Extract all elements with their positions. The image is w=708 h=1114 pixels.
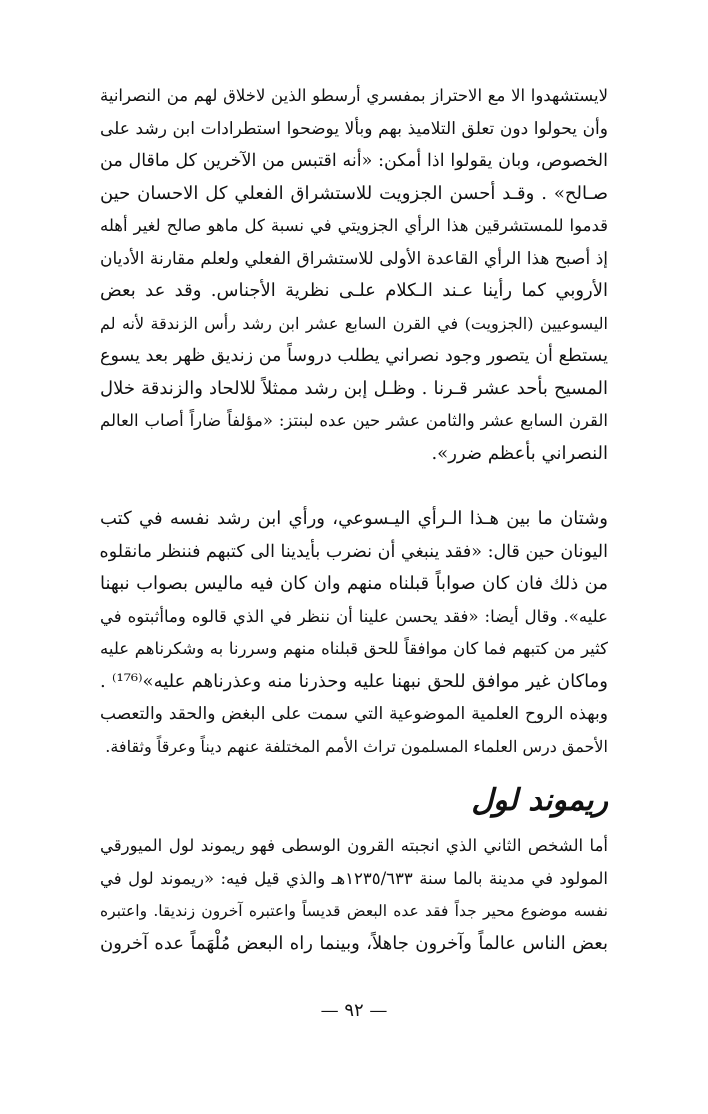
- text-line: صـالح» . وقـد أحسن الجزويت للاستشراق الفعلي كل الاحسان حين: [100, 182, 608, 204]
- text-line: وماكان غير موافق للحق نبهنا عليه وحذرنا منه وعذرناهم عليه»⁽¹⁷⁶⁾ .: [100, 670, 608, 692]
- text-line: يستطع أن يتصور وجود نصراني يطلب دروساً من زنديق ظهر بعد يسوع: [100, 346, 608, 366]
- text-line: اليونان حين قال: «فقد ينبغي أن نضرب بأيدينا الى كتبهم فننظر مانقلوه: [100, 541, 608, 562]
- text-line: قدموا للمستشرقين هذا الرأي الجزويتي في نسبة كل ماهو صالح لغير أهله: [100, 216, 608, 235]
- section-heading: ريموند لول: [471, 783, 608, 818]
- text-line: كثير من كتبهم فما كان موافقاً للحق قبلناه منهم وسررنا به وشكرناهم عليه: [100, 639, 608, 658]
- text-line: وشتان ما بين هـذا الـرأي اليـسوعي، ورأي ابن رشد نفسه في كتب: [100, 508, 608, 529]
- text-line: من ذلك فان كان صواباً قبلناه منهم وان كان فيه ماليس بصواب نبهنا: [100, 573, 608, 594]
- text-line: عليه». وقال أيضا: «فقد يحسن علينا أن ننظر في الذي قالوه وماأثبتوه في: [100, 606, 608, 626]
- text-line: الأروبي كما رأينا عـند الـكلام علـى نظرية الأجناس. وقد عد بعض: [100, 280, 608, 301]
- text-line: وبهذه الروح العلمية الموضوعية التي سمت على البغض والحقد والتعصب: [100, 704, 608, 724]
- text-line: الأحمق درس العلماء المسلمون تراث الأمم المختلفة عنهم ديناً وعرقاً وثقافة.: [105, 736, 608, 756]
- text-line: القرن السابع عشر والثامن عشر حين عده لبنتز: «مؤلفاً ضاراً أصاب العالم: [100, 411, 608, 430]
- page-number: — ٩٢ —: [320, 1000, 388, 1021]
- text-line: نفسه موضوع محير جداً فقد عده البعض قديساً واعتبره آخرون زنديقا. واعتبره: [100, 902, 608, 920]
- text-line: النصراني بأعظم ضرر».: [431, 442, 608, 464]
- paragraph-jesuit-view: [100, 80, 608, 470]
- paragraph-averroes-view: [100, 503, 608, 763]
- text-line: أما الشخص الثاني الذي انجبته القرون الوسطى فهو ريموند لول الميورقي: [100, 836, 608, 855]
- text-line: إذ أصبح هذا الرأي القاعدة الأولى للاستشراق الفعلي ولعلم مقارنة الأديان: [100, 248, 608, 269]
- text-line: وأن يحولوا دون تعلق التلاميذ بهم وبألا يوضحوا استطرادات ابن رشد على: [100, 118, 608, 139]
- text-line: بعض الناس عالماً وآخرون جاهلاً، وبينما راه البعض مُلْهَماً عده آخرون: [100, 932, 608, 954]
- text-line: اليسوعيين (الجزويت) في القرن السابع عشر ابن رشد رأس الزندقة لأنه لم: [100, 313, 608, 333]
- text-line: المسيح بأحد عشر قـرنا . وظـل إبن رشد ممثلاً للالحاد والزندقة خلال: [100, 377, 608, 399]
- text-line: المولود في مدينة بالما سنة ١٢٣٥/٦٣٣هـ والذي قيل فيه: «ريموند لول في: [100, 868, 608, 888]
- text-line: الخصوص، وبان يقولوا اذا أمكن: «أنه اقتبس من الآخرين كل ماقال من: [100, 151, 608, 171]
- paragraph-raymond-lull: [100, 830, 608, 960]
- text-line: لايستشهدوا الا مع الاحتراز بمفسري أرسطو الذين لاخلاق لهم من النصرانية: [100, 86, 608, 105]
